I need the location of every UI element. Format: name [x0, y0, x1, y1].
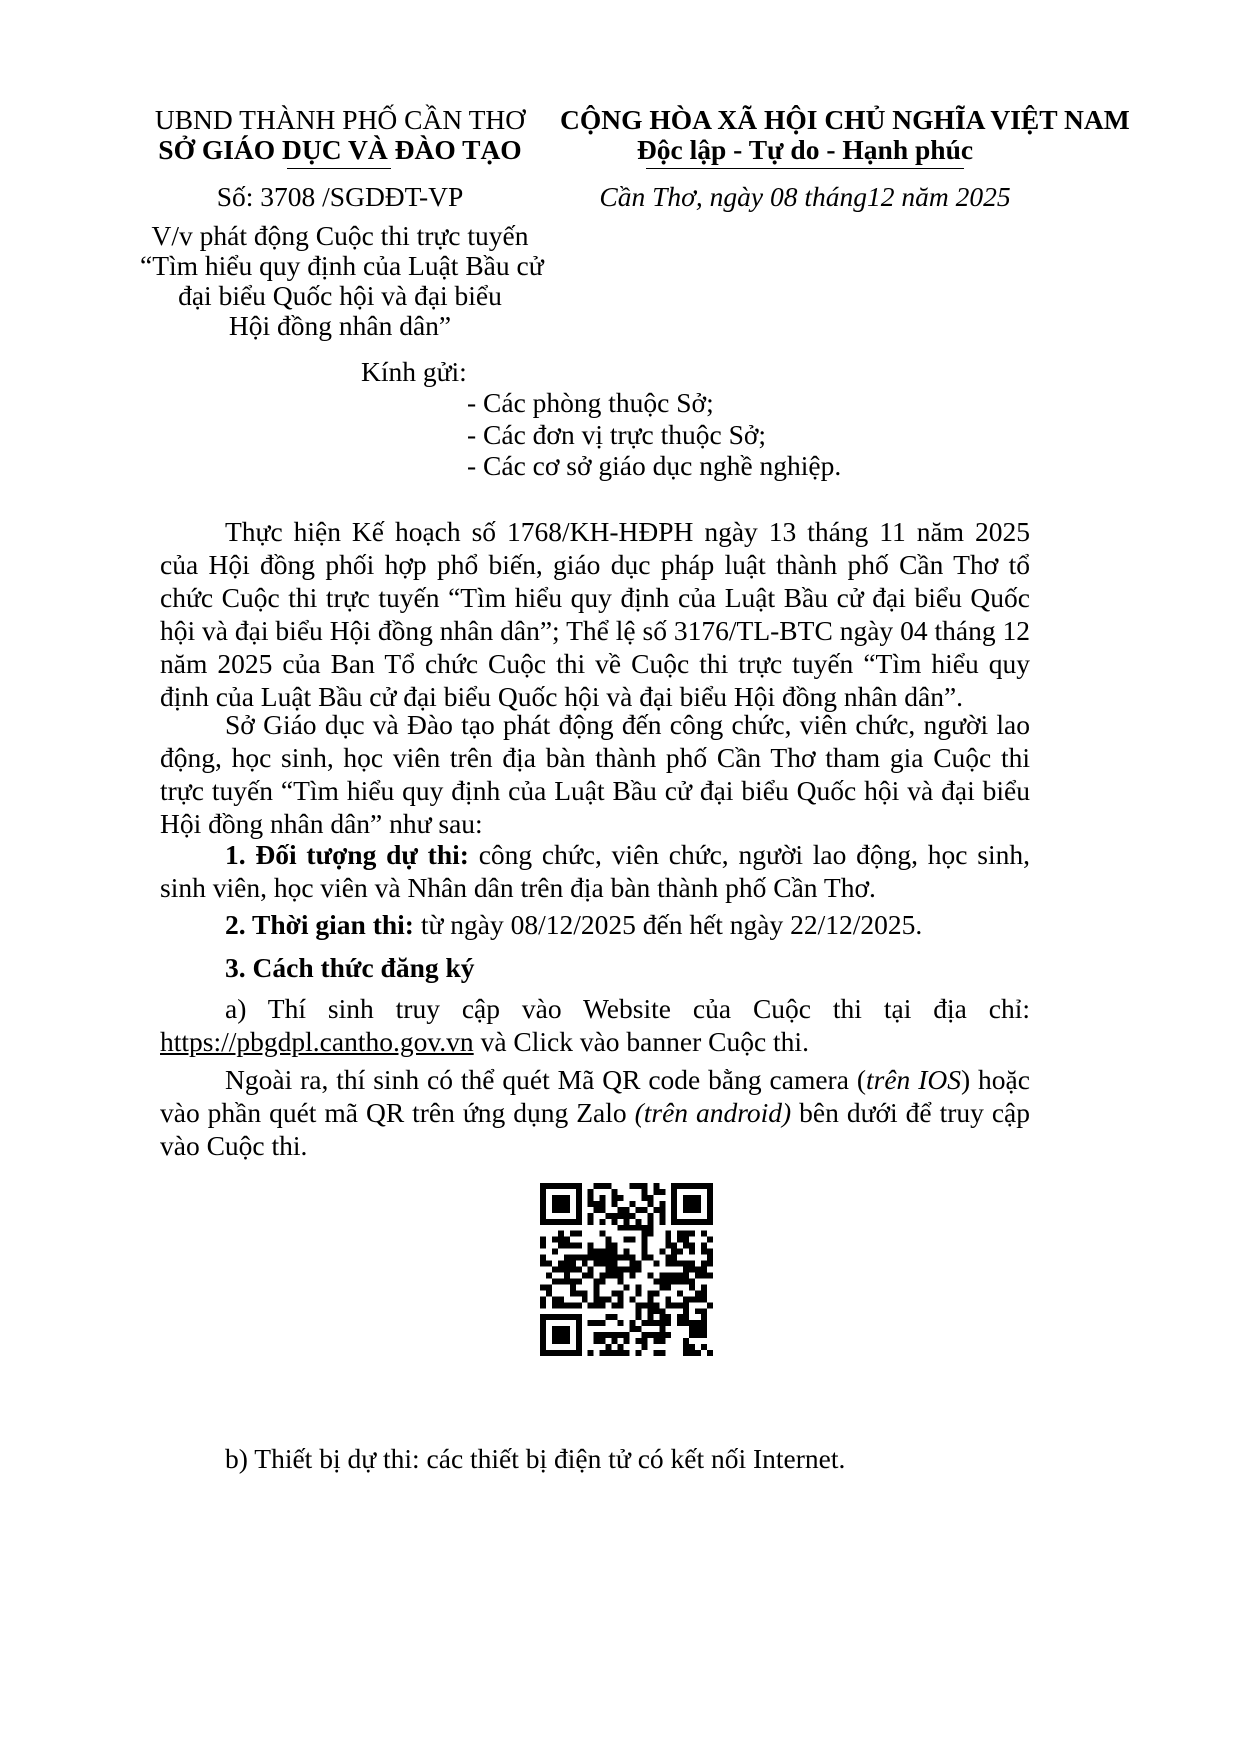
recipients-label: Kính gửi: — [361, 356, 467, 387]
qr-text-2: ) hoặc vào phần quét mã QR trên ứng dụng Zalo — [160, 1064, 1030, 1128]
subject-line: đại biểu Quốc hội và đại biểu — [178, 280, 502, 311]
place-and-date: Cần Thơ, ngày 08 tháng12 năm 2025 — [599, 181, 1011, 212]
item-participants-text: công chức, viên chức, người lao động, học sinh, sinh viên, học viên và Nhân dân trên địa bàn thành phố Cần Thơ. — [160, 839, 1030, 903]
qr-text-ios: trên IOS — [866, 1064, 961, 1095]
national-motto: Độc lập - Tự do - Hạnh phúc — [636, 134, 974, 165]
qr-text-3: bên dưới để truy cập vào Cuộc thi. — [160, 1097, 1031, 1161]
qr-text-1: Ngoài ra, thí sinh có thể quét Mã QR code bằng camera ( — [225, 1064, 866, 1095]
recipient-item: - Các phòng thuộc Sở; — [467, 387, 714, 418]
subject-line: Hội đồng nhân dân” — [228, 310, 452, 341]
item-registration-a-text: a) Thí sinh truy cập vào Website của Cuộc thi tại địa chỉ: — [225, 993, 1030, 1024]
item-registration-a-tail: và Click vào banner Cuộc thi. — [473, 1026, 809, 1057]
department-underline — [287, 168, 391, 169]
paragraph-implementation: Thực hiện Kế hoạch số 1768/KH-HĐPH ngày 13 tháng 11 năm 2025 của Hội đồng phối hợp phổ biến, giáo dục pháp luật thành phố Cần Thơ tổ chức Cuộc thi trực tuyến “Tìm hiểu quy định của Luật Bầu cử đại biểu Quốc hội và đại biểu Hội đồng nhân dân”; Thể lệ số 3176/TL-BTC ngày 04 tháng 12 năm 2025 của Ban Tổ chức Cuộc thi về Cuộc thi trực tuyến “Tìm hiểu quy định của Luật Bầu cử đại biểu Quốc hội và đại biểu Hội đồng nhân dân”. — [160, 516, 1030, 712]
paragraph-qr-instructions — [160, 1063, 1030, 1162]
item-participants-label: 1. Đối tượng dự thi: — [225, 839, 469, 870]
item-participants — [160, 838, 1030, 904]
agency-name: UBND THÀNH PHỐ CẦN THƠ — [154, 104, 526, 135]
contest-website-link[interactable]: https://pbgdpl.cantho.gov.vn — [160, 1026, 474, 1057]
document-number: Số: 3708 /SGDĐT-VP — [216, 181, 464, 212]
subject-line: V/v phát động Cuộc thi trực tuyến — [151, 220, 529, 251]
subject-block — [140, 220, 544, 341]
item-time — [160, 908, 1030, 941]
nation-title: CỘNG HÒA XÃ HỘI CHỦ NGHĨA VIỆT NAM — [560, 104, 1130, 135]
item-registration-b: b) Thiết bị dự thi: các thiết bị điện tử có kết nối Internet. — [225, 1443, 846, 1474]
qr-text-android: (trên android) — [634, 1097, 792, 1128]
recipient-item: - Các cơ sở giáo dục nghề nghiệp. — [467, 450, 842, 481]
recipient-item: - Các đơn vị trực thuộc Sở; — [467, 419, 767, 450]
department-name: SỞ GIÁO DỤC VÀ ĐÀO TẠO — [158, 134, 522, 165]
paragraph-launch: Sở Giáo dục và Đào tạo phát động đến công chức, viên chức, người lao động, học sinh, học viên trên địa bàn thành phố Cần Thơ tham gia Cuộc thi trực tuyến “Tìm hiểu quy định của Luật Bầu cử đại biểu Quốc hội và đại biểu Hội đồng nhân dân” như sau: — [160, 709, 1030, 839]
item-time-label: 2. Thời gian thi: — [225, 909, 414, 940]
subject-line: “Tìm hiểu quy định của Luật Bầu cử — [140, 250, 544, 281]
item-registration-a — [160, 992, 1030, 1058]
contest-qr-code[interactable] — [540, 1183, 713, 1356]
item-registration-heading: 3. Cách thức đăng ký — [225, 952, 475, 983]
item-time-text: từ ngày 08/12/2025 đến hết ngày 22/12/2025. — [413, 909, 923, 940]
motto-underline — [646, 168, 964, 169]
